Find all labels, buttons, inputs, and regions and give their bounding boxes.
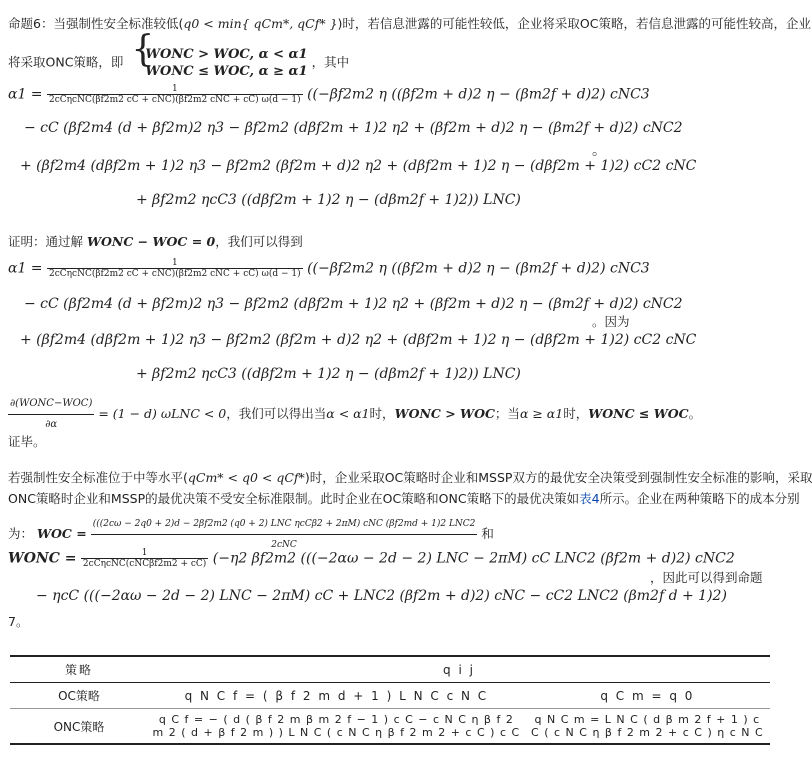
alpha-equation-2 (8, 258, 650, 279)
alpha2-lhs: α1 = (8, 260, 43, 277)
wonc-lhs: WONC = (8, 550, 77, 567)
proposition-line-2 (8, 46, 768, 80)
alpha2-row3: + (βf2m4 (dβf2m + 1)2 η3 − βf2m2 (βf2m + d)2 η2 + (dβf2m + 1)2 η − (dβf2m + 1)2) cC2 cNC (20, 332, 697, 348)
alpha2-fraction (47, 258, 303, 279)
row-strategy: OC策略 (58, 689, 100, 703)
alpha2-row4: + βf2m2 ηcC3 ((dβf2m + 1)2 η − (dβm2f + 1)2)) LNC) (136, 366, 521, 382)
alpha2-frac-den: 2cCηcNC(βf2m2 cC + cNC)(βf2m2 cNC + cC) ω(d − 1) (49, 269, 301, 279)
row-cell-a: q N C f = ( β f 2 m d + 1 ) L N C c N C (184, 688, 489, 703)
prop-condition: q0 < min{ qCm*, qCf* } (183, 16, 338, 31)
alpha2-row1: ((−βf2m2 η ((βf2m + d)2 η − (βm2f + d)2) cNC3 (307, 260, 650, 277)
para-l1b: )时，企业采取OC策略时企业和MSSP双方的最优安全决策受到强制性安全标准的影响，采取 (304, 470, 812, 485)
alpha2-end: 。因为 (592, 314, 630, 329)
deriv-expr: = (1 − d) ωLNC < 0 (98, 406, 227, 421)
deriv-c3: α ≥ α1 (519, 406, 564, 421)
prop-prefix: 命题6：当强制性安全标准较低( (8, 16, 184, 31)
para-tail2: 7。 (8, 614, 29, 629)
header-strategy: 策略 (64, 663, 93, 677)
table-row (10, 709, 770, 745)
table-header-row (10, 656, 770, 683)
qed: 证毕。 (8, 434, 46, 449)
prop-middle: )时，若信息泄露的可能性较低，企业将采取OC策略，若信息泄露的可能性较高，企业 (337, 16, 811, 31)
deriv-num: ∂(WONC−WOC) (8, 394, 94, 415)
wonc-den: 2cCηcNC(cNCβf2m2 + cC) (82, 559, 207, 569)
prop-system-row1: { WONC > WOC, α < α1 (145, 47, 308, 62)
deriv-den: ∂α (45, 419, 58, 430)
proposition-line-1 (8, 14, 811, 34)
para-l1-math: qCm* < q0 < qCf* (187, 470, 305, 485)
row-cell-b: q C m = q 0 (600, 688, 695, 703)
proof-label: 证明：通过解 (8, 234, 84, 249)
prop-system (141, 46, 307, 80)
header-qij: q i j (443, 662, 475, 677)
row-strategy: ONC策略 (53, 719, 105, 734)
alpha-lhs: α1 = (8, 86, 43, 103)
deriv-t1: ，我们可以得出当 (226, 406, 327, 421)
para-l2a: ONC策略时企业和MSSP的最优决策不受安全标准限制。此时企业在OC策略和ONC策略下的最优决策如 (8, 491, 580, 506)
proof-line (8, 232, 768, 252)
deriv-c2: WONC > WOC (394, 406, 495, 421)
para-l1a: 若强制性安全标准位于中等水平( (8, 470, 188, 485)
alpha-fraction (47, 84, 303, 105)
wonc-num: 1 (81, 548, 208, 559)
woc-lhs: WOC = (37, 526, 87, 541)
deriv-t2: 时， (369, 406, 395, 421)
prop-suffix: ，其中 (311, 54, 350, 70)
wonc-fraction (81, 548, 208, 569)
deriv-t4: 时， (563, 406, 589, 421)
deriv-c4: WONC ≤ WOC (588, 406, 689, 421)
strategy-table (10, 655, 770, 745)
wonc-row2: − ηcC (((−2αω − 2d − 2) LNC − 2πM) cC + LNC2 (βf2m + d)2) cNC − cC2 LNC2 (βm2f d + 1)2) (36, 588, 727, 604)
alpha-end-1: 。 (592, 143, 606, 159)
deriv-fraction (8, 394, 94, 435)
table-4-link[interactable]: 表4 (579, 491, 600, 506)
row-cell-a: q C f = − ( d ( β f 2 m β m 2 f − 1 ) c C − c N C η β f 2 m 2 ( d + β f 2 m ) ) L N C ( c N C η β f 2 m 2 + c C ) c C (152, 713, 521, 739)
para-and: 和 (481, 526, 494, 541)
para-tail: ，因此可以得到命题 (650, 570, 763, 585)
alpha-frac-den: 2cCηcNC(βf2m2 cC + cNC)(βf2m2 cNC + cC) ω(d − 1) (49, 95, 301, 105)
prop-system-row2: WONC ≤ WOC, α ≥ α1 (145, 64, 308, 79)
prop-line2: 将采取ONC策略，即 (8, 54, 124, 70)
alpha2-frac-num: 1 (47, 258, 303, 269)
derivative-line (8, 394, 768, 435)
alpha-frac-num: 1 (47, 84, 303, 95)
table-row (10, 683, 770, 709)
proof-equation: WONC − WOC = 0 (87, 234, 216, 249)
alpha2-row2: − cC (βf2m4 (d + βf2m)2 η3 − βf2m2 (dβf2m + 1)2 η2 + (βf2m + d)2 η − (βm2f + d)2) cNC2 (24, 296, 683, 312)
para-l3a: 为： (8, 526, 34, 541)
para-line-1 (8, 468, 812, 488)
row-cell-b: q N C m = L N C ( d β m 2 f + 1 ) c C ( c N C η β f 2 m 2 + c C ) η c N C (531, 713, 764, 739)
alpha-row2: − cC (βf2m4 (d + βf2m)2 η3 − βf2m2 (dβf2m + 1)2 η2 + (βf2m + d)2 η − (βm2f + d)2) cNC2 (24, 120, 683, 136)
woc-den: 2cNC (271, 540, 297, 550)
para-line-2 (8, 489, 800, 509)
deriv-t3: ；当 (494, 406, 520, 421)
deriv-t5: 。 (688, 406, 702, 421)
alpha-row3: + (βf2m4 (dβf2m + 1)2 η3 − βf2m2 (βf2m + d)2 η2 + (dβf2m + 1)2 η − (dβf2m + 1)2) cC2 cNC (20, 158, 697, 174)
alpha-equation-1 (8, 84, 650, 105)
para-l2b: 所示。企业在两种策略下的成本分别 (599, 491, 800, 506)
wonc-row1: (−η2 βf2m2 (((−2αω − 2d − 2) LNC − 2πM) cC LNC2 (βf2m + d)2) cNC2 (212, 550, 735, 567)
wonc-equation (8, 548, 735, 569)
alpha-row1: ((−βf2m2 η ((βf2m + d)2 η − (βm2f + d)2) cNC3 (307, 86, 650, 103)
proof-tail: ，我们可以得到 (215, 234, 303, 249)
alpha-row4: + βf2m2 ηcC3 ((dβf2m + 1)2 η − (dβm2f + 1)2)) LNC) (136, 192, 521, 208)
woc-num: (((2cω − 2q0 + 2)d − 2βf2m2 (q0 + 2) LNC ηcCβ2 + 2πM) cNC (βf2md + 1)2 LNC2 (91, 514, 478, 535)
deriv-c1: α < α1 (326, 406, 370, 421)
